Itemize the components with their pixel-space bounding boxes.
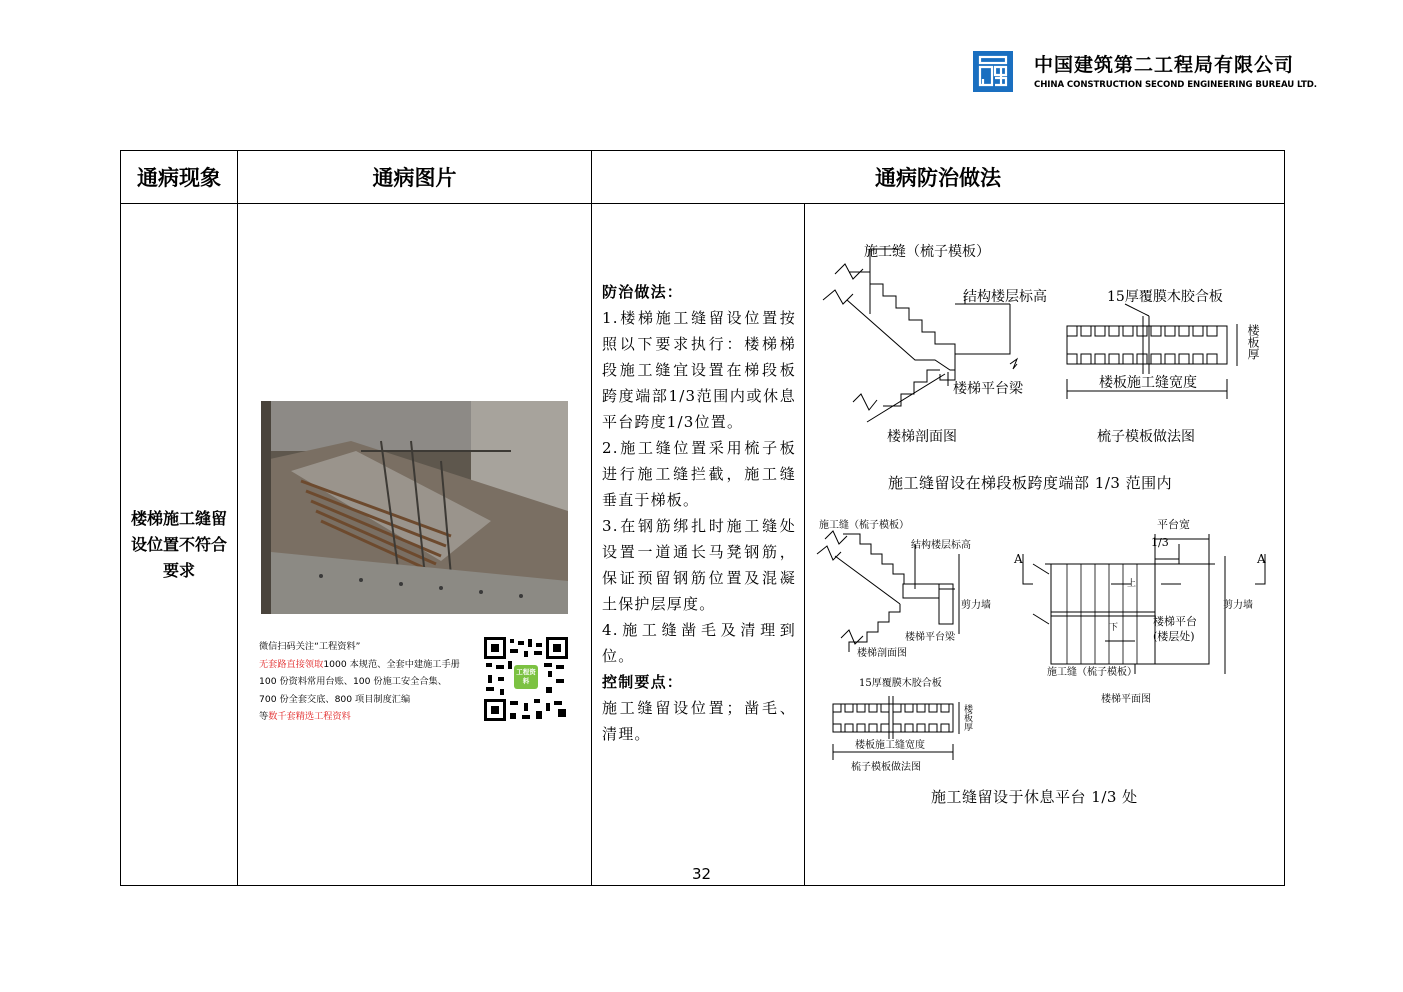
label-down: 下 (1109, 623, 1119, 633)
label-landing: 楼梯平台 (1153, 615, 1197, 628)
promo-text (259, 638, 460, 726)
label-structural-level: 结构楼层标高 (963, 289, 1047, 305)
promo-line: 微信扫码关注“工程资料” (259, 641, 361, 652)
label-comb-title: 梳子模板做法图 (1097, 429, 1195, 445)
label-shear-wall: 剪力墙 (961, 600, 991, 611)
diagram-cell (805, 204, 1285, 886)
control-title: 控制要点： (602, 673, 684, 691)
caption-landing: 施工缝留设于休息平台 1/3 处 (931, 788, 1138, 806)
label-landing-floor: (楼层处) (1153, 630, 1195, 643)
defect-table (120, 150, 1285, 886)
promo-line: 100 份资料常用台账、100 份施工安全合集、 (259, 676, 447, 687)
label-plan-title: 楼梯平面图 (1101, 694, 1151, 705)
table-row (121, 204, 1285, 886)
label-comb-title: 梳子模板做法图 (851, 762, 921, 773)
qr-code[interactable] (484, 637, 568, 721)
promo-prefix: 等 (259, 711, 269, 722)
label-landing-beam: 楼梯平台梁 (905, 632, 955, 643)
col-header-photo: 通病图片 (238, 151, 592, 204)
company-name-cn: 中国建筑第二工程局有限公司 (1034, 54, 1295, 76)
label-plywood: 15厚覆膜木胶合板 (859, 678, 942, 689)
label-section-a-right: A (1257, 552, 1266, 566)
label-joint-comb-plan: 施工缝（梳子模板） (1047, 667, 1137, 678)
label-slab-thickness: 楼板厚 (1246, 324, 1260, 360)
promo-highlight: 无套路直接领取 (259, 658, 324, 670)
company-logo (973, 51, 1013, 92)
method-cell (592, 204, 805, 886)
col-header-issue: 通病现象 (121, 151, 238, 204)
method-item: 2.施工缝位置采用梳子板进行施工缝拦截，施工缝垂直于梯板。 (602, 439, 796, 509)
label-one-third: 1/3 (1151, 536, 1169, 549)
promo-line (259, 656, 460, 674)
caption-end-span: 施工缝留设在梯段板跨度端部 1/3 范围内 (888, 474, 1173, 492)
method-title: 防治做法： (602, 283, 684, 301)
photo-cell (238, 204, 592, 886)
control-text: 施工缝留设位置；凿毛、清理。 (602, 699, 796, 743)
label-platform-width: 平台宽 (1157, 518, 1190, 531)
method-item: 1.楼梯施工缝留设位置按照以下要求执行：楼梯梯段施工缝宜设置在梯段板跨度端部1/3范围内或休息平台跨度1/3位置。 (602, 309, 796, 431)
col-header-method: 通病防治做法 (592, 151, 1285, 204)
issue-cell (121, 204, 238, 886)
construction-photo (261, 401, 568, 614)
label-landing-beam: 楼梯平台梁 (953, 381, 1023, 397)
promo-line-rest: 1000 本规范、全套中建施工手册 (323, 658, 460, 670)
label-slab-joint-width: 楼板施工缝宽度 (855, 740, 925, 751)
promo-line: 700 份全套交底、800 项目制度汇编 (259, 693, 411, 705)
method-item: 4.施工缝凿毛及清理到位。 (602, 621, 796, 665)
company-name-en: CHINA CONSTRUCTION SECOND ENGINEERING BUREAU LTD. (1034, 80, 1317, 90)
qr-badge: 工程资料 (516, 668, 536, 685)
page-number: 32 (691, 865, 712, 883)
issue-text: 楼梯施工缝留设位置不符合要求 (131, 508, 228, 580)
label-structural-level: 结构楼层标高 (911, 540, 971, 551)
promo-line (259, 708, 460, 726)
label-slab-thickness: 楼板厚 (962, 704, 972, 731)
label-joint-comb: 施工缝（梳子模板） (864, 244, 990, 260)
label-joint-comb: 施工缝（梳子模板） (819, 520, 909, 531)
label-section-title: 楼梯剖面图 (857, 648, 907, 659)
label-shear-wall-right: 剪力墙 (1223, 600, 1253, 611)
label-slab-joint-width: 楼板施工缝宽度 (1099, 375, 1197, 391)
promo-highlight: 数千套精选工程资料 (268, 711, 351, 722)
label-plywood: 15厚覆膜木胶合板 (1107, 289, 1223, 305)
label-section-title: 楼梯剖面图 (887, 429, 957, 445)
label-section-a-left: A (1014, 552, 1023, 566)
method-item: 3.在钢筋绑扎时施工缝处设置一道通长马凳钢筋，保证预留钢筋位置及混凝土保护层厚度。 (602, 517, 796, 613)
table-header-row (121, 151, 1285, 204)
label-up: 上 (1127, 579, 1137, 589)
